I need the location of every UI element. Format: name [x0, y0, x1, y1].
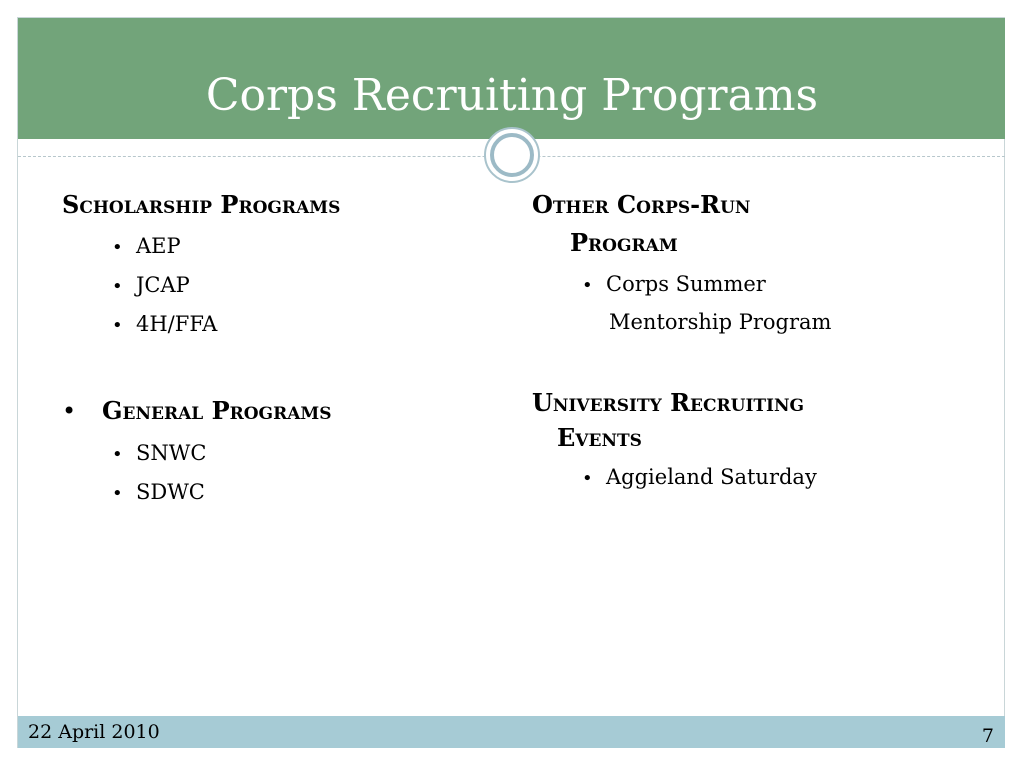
other-corps-run-heading-cont: Program [570, 228, 678, 257]
scholarship-programs-heading: Scholarship Programs [62, 190, 341, 219]
footer-band [18, 716, 1005, 748]
bullet-icon: • [112, 237, 123, 258]
page-number: 7 [981, 725, 994, 747]
list-item: • SNWC [112, 434, 206, 474]
other-corps-run-heading: Other Corps-Run [532, 190, 751, 219]
list-item: • AEP [112, 227, 181, 267]
decorative-ring-inner-icon [490, 133, 534, 177]
bullet-icon: • [112, 276, 123, 297]
bullet-icon: • [112, 444, 123, 465]
university-recruiting-heading-cont: Events [557, 423, 642, 452]
list-item: • Aggieland Saturday [582, 458, 817, 498]
list-item: • 4H/FFA [112, 305, 217, 345]
slide-title: Corps Recruiting Programs [205, 70, 819, 121]
list-item: • JCAP [112, 266, 190, 306]
bullet-icon: • [112, 483, 123, 504]
list-item: • Corps Summer [582, 265, 766, 305]
list-item: • SDWC [112, 473, 205, 513]
bullet-icon: • [582, 275, 593, 296]
general-programs-heading: • General Programs [62, 392, 332, 430]
bullet-icon: • [62, 397, 77, 425]
footer-date: 22 April 2010 [28, 721, 160, 743]
bullet-icon: • [582, 468, 593, 489]
bullet-icon: • [112, 315, 123, 336]
list-item-cont: Mentorship Program [609, 310, 832, 334]
university-recruiting-heading: University Recruiting [532, 388, 805, 417]
